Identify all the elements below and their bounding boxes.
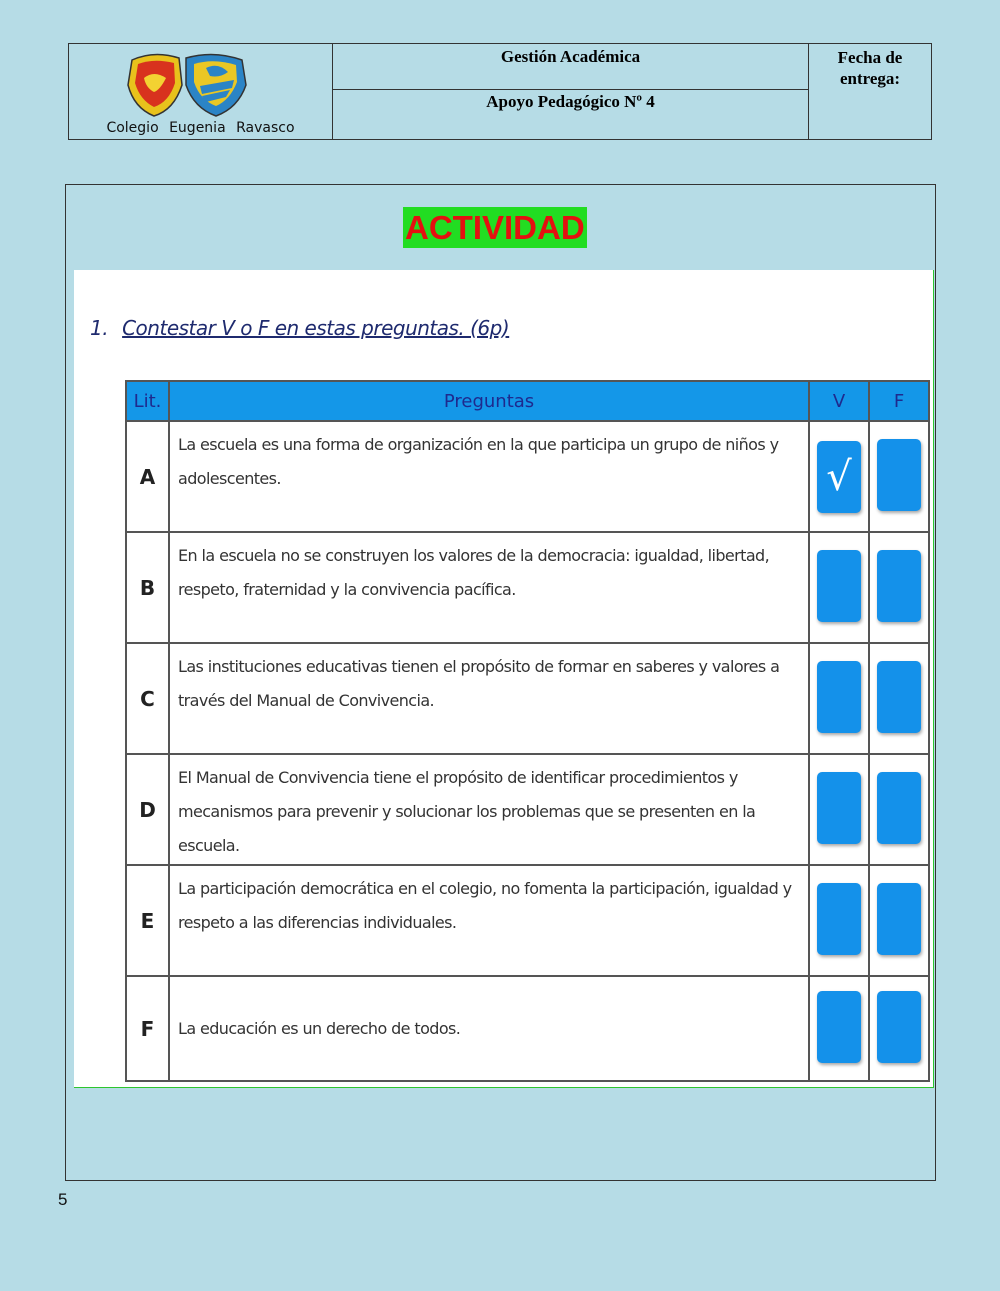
row-question: En la escuela no se construyen los valores de la democracia: igualdad, libertad, respeto, fraternidad y la convivencia pacífica. — [169, 532, 809, 643]
table-row — [126, 976, 929, 1081]
row-question: La educación es un derecho de todos. — [169, 976, 809, 1081]
due-date-label-line1: Fecha de — [837, 48, 903, 67]
header-f: F — [869, 381, 929, 421]
table-row — [126, 643, 929, 754]
instruction-number: 1. — [90, 316, 109, 340]
row-lit: C — [126, 643, 169, 754]
row-question: La escuela es una forma de organización en la que participa un grupo de niños y adolescentes. — [169, 421, 809, 532]
row-question: El Manual de Convivencia tiene el propósito de identificar procedimientos y mecanismos para prevenir y solucionar los problemas que se presenten en la escuela. — [169, 754, 809, 865]
document-header — [68, 43, 932, 140]
false-checkbox[interactable] — [877, 991, 921, 1063]
true-checkbox[interactable] — [817, 772, 861, 844]
activity-box — [65, 184, 936, 1181]
row-lit: B — [126, 532, 169, 643]
page-number: 5 — [58, 1190, 68, 1209]
school-name: Colegio Eugenia Ravasco — [106, 120, 295, 136]
true-checkbox[interactable] — [817, 550, 861, 622]
row-lit: A — [126, 421, 169, 532]
instruction — [90, 316, 509, 340]
false-checkbox[interactable] — [877, 550, 921, 622]
false-checkbox[interactable] — [877, 439, 921, 511]
table-row — [126, 421, 929, 532]
header-titles — [333, 44, 809, 139]
false-checkbox[interactable] — [877, 772, 921, 844]
management-title: Gestión Académica — [333, 44, 808, 90]
header-lit: Lit. — [126, 381, 169, 421]
table-row — [126, 865, 929, 976]
table-row — [126, 754, 929, 865]
row-lit: E — [126, 865, 169, 976]
school-logo-cell — [69, 44, 333, 139]
true-checkbox[interactable] — [817, 991, 861, 1063]
activity-title: ACTIVIDAD — [405, 209, 585, 246]
due-date-cell — [809, 44, 931, 139]
row-question: La participación democrática en el colegio, no fomenta la participación, igualdad y respeto a las diferencias individuales. — [169, 865, 809, 976]
support-title: Apoyo Pedagógico Nº 4 — [486, 92, 655, 111]
instruction-text: Contestar V o F en estas preguntas. (6p) — [122, 316, 510, 340]
table-row — [126, 532, 929, 643]
questions-table — [125, 380, 930, 1082]
true-checkbox[interactable] — [817, 661, 861, 733]
row-lit: D — [126, 754, 169, 865]
false-checkbox[interactable] — [877, 883, 921, 955]
header-question: Preguntas — [169, 381, 809, 421]
row-question: Las instituciones educativas tienen el propósito de formar en saberes y valores a través del Manual de Convivencia. — [169, 643, 809, 754]
true-checkbox[interactable]: √ — [817, 441, 861, 513]
false-checkbox[interactable] — [877, 661, 921, 733]
due-date-label-line2: entrega: — [839, 69, 901, 88]
header-v: V — [809, 381, 869, 421]
table-header-row — [126, 381, 929, 421]
school-crest-icon — [124, 50, 254, 118]
row-lit: F — [126, 976, 169, 1081]
worksheet-image — [74, 270, 934, 1088]
true-checkbox[interactable] — [817, 883, 861, 955]
